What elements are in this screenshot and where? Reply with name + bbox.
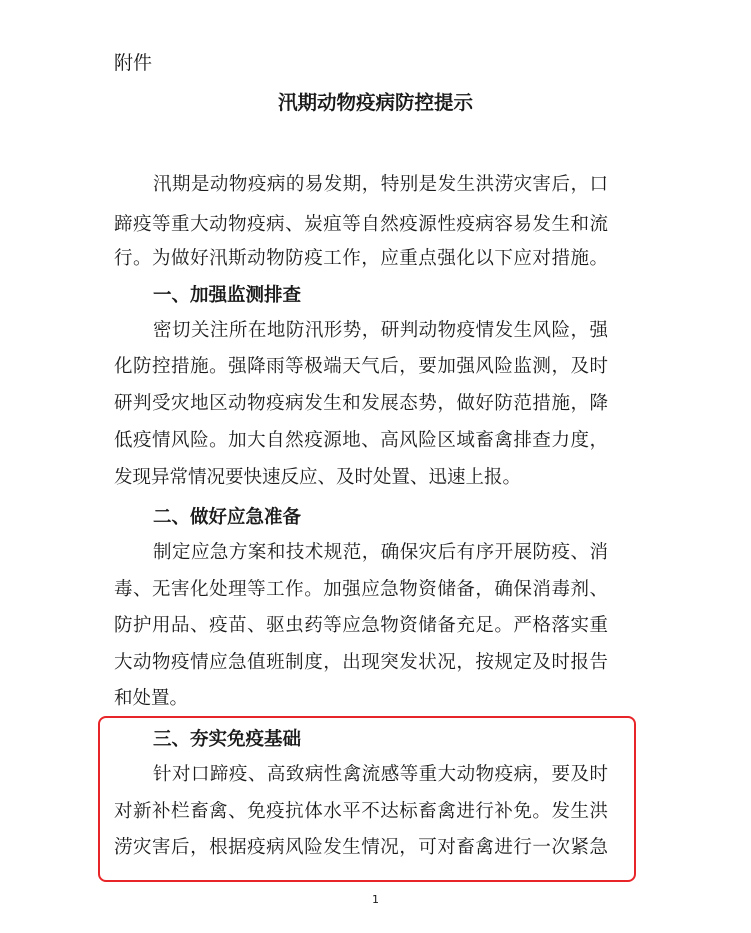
document-title: 汛期动物疫病防控提示 <box>277 91 473 114</box>
section-heading: 一、加强监测排查 <box>153 285 302 306</box>
paragraph-line: 毒、无害化处理等工作。加强应急物资储备，确保消毒剂、 <box>114 579 608 600</box>
paragraph-line: 和处置。 <box>114 688 189 709</box>
paragraph-line: 研判受灾地区动物疫病发生和发展态势，做好防范措施，降 <box>114 393 608 414</box>
paragraph-line: 制定应急方案和技术规范，确保灾后有序开展防疫、消 <box>153 542 608 563</box>
section-heading: 三、夯实免疫基础 <box>153 729 302 750</box>
attachment-label: 附件 <box>114 52 153 74</box>
highlight-box <box>98 716 636 882</box>
section-heading: 二、做好应急准备 <box>153 507 302 528</box>
paragraph-line: 大动物疫情应急值班制度，出现突发状况，按规定及时报告 <box>114 652 608 673</box>
paragraph-line: 行。为做好汛斯动物防疫工作，应重点强化以下应对措施。 <box>114 248 608 269</box>
page-number: 1 <box>372 893 379 906</box>
paragraph-line: 针对口蹄疫、高致病性禽流感等重大动物疫病，要及时 <box>153 764 608 785</box>
paragraph-line: 对新补栏畜禽、免疫抗体水平不达标畜禽进行补免。发生洪 <box>114 801 608 822</box>
paragraph-line: 蹄疫等重大动物疫病、炭疽等自然疫源性疫病容易发生和流 <box>114 214 608 235</box>
paragraph-line: 密切关注所在地防汛形势，研判动物疫情发生风险，强 <box>153 320 608 341</box>
paragraph-line: 发现异常情况要快速反应、及时处置、迅速上报。 <box>114 467 522 488</box>
paragraph-line: 低疫情风险。加大自然疫源地、高风险区域畜禽排查力度， <box>114 430 608 451</box>
paragraph-line: 汛期是动物疫病的易发期，特别是发生洪涝灾害后，口 <box>153 174 608 195</box>
paragraph-line: 涝灾害后，根据疫病风险发生情况，可对畜禽进行一次紧急 <box>114 837 608 858</box>
paragraph-line: 防护用品、疫苗、驱虫药等应急物资储备充足。严格落实重 <box>114 615 608 636</box>
paragraph-line: 化防控措施。强降雨等极端天气后，要加强风险监测，及时 <box>114 356 608 377</box>
